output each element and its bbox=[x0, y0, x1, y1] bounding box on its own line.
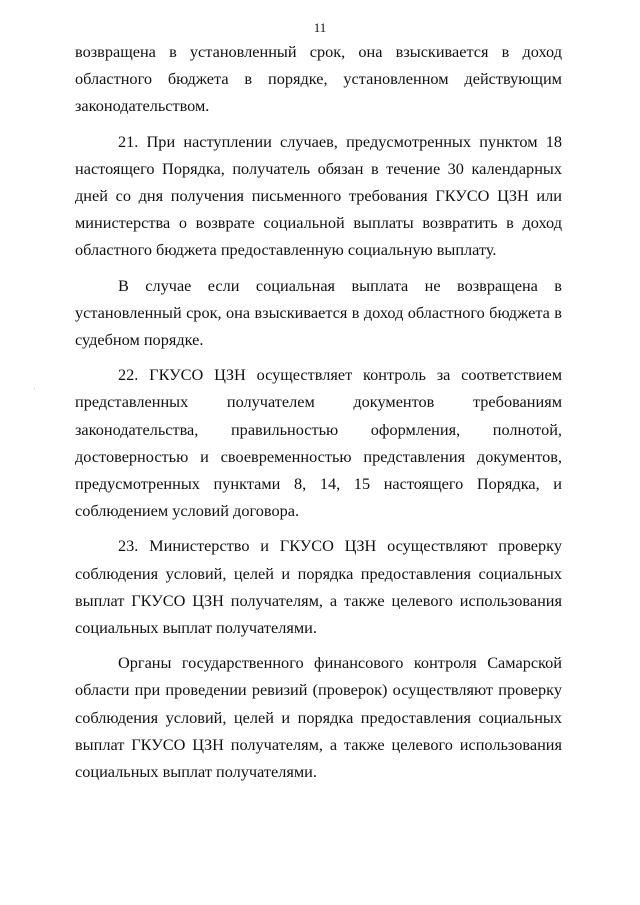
page-number: 11 bbox=[313, 20, 327, 35]
paragraph-continuation: возвращена в установленный срок, она взыскивается в доход областного бюджета в порядке, установленном действующим законодательством. bbox=[75, 42, 562, 116]
paragraph-item-21: 21. При наступлении случаев, предусмотренных пунктом 18 настоящего Порядка, получатель обязан в течение 30 календарных дней со дня получения письменного требования ГКУСО ЦЗН или министерства о возврате социальной выплаты возвратить в доход областного бюджета предоставленную социальную выплату. bbox=[75, 131, 562, 260]
document-body bbox=[75, 38, 562, 785]
paragraph-item-22: 22. ГКУСО ЦЗН осуществляет контроль за соответствием представленных получателем документов требованиям законодательства, правильностью оформления, полнотой, достоверностью и своевременностью представления документов, предусмотренных пунктами 8, 14, 15 настоящего Порядка, и соблюдением условий договора. bbox=[75, 365, 562, 521]
scan-margin-mark bbox=[34, 388, 35, 389]
paragraph-item-23: 23. Министерство и ГКУСО ЦЗН осуществляют проверку соблюдения условий, целей и порядка предоставления социальных выплат ГКУСО ЦЗН получателям, а также целевого использования социальных выплат получателями. bbox=[75, 536, 562, 638]
paragraph-item-21-continuation: В случае если социальная выплата не возвращена в установленный срок, она взыскивается в доход областного бюджета в судебном порядке. bbox=[75, 275, 562, 350]
paragraph-item-23-continuation: Органы государственного финансового контроля Самарской области при проведении ревизий (проверок) осуществляют проверку соблюдения условий, целей и порядка предоставления социальных выплат ГКУСО ЦЗН получателям, а также целевого использования социальных выплат получателями. bbox=[75, 653, 562, 782]
